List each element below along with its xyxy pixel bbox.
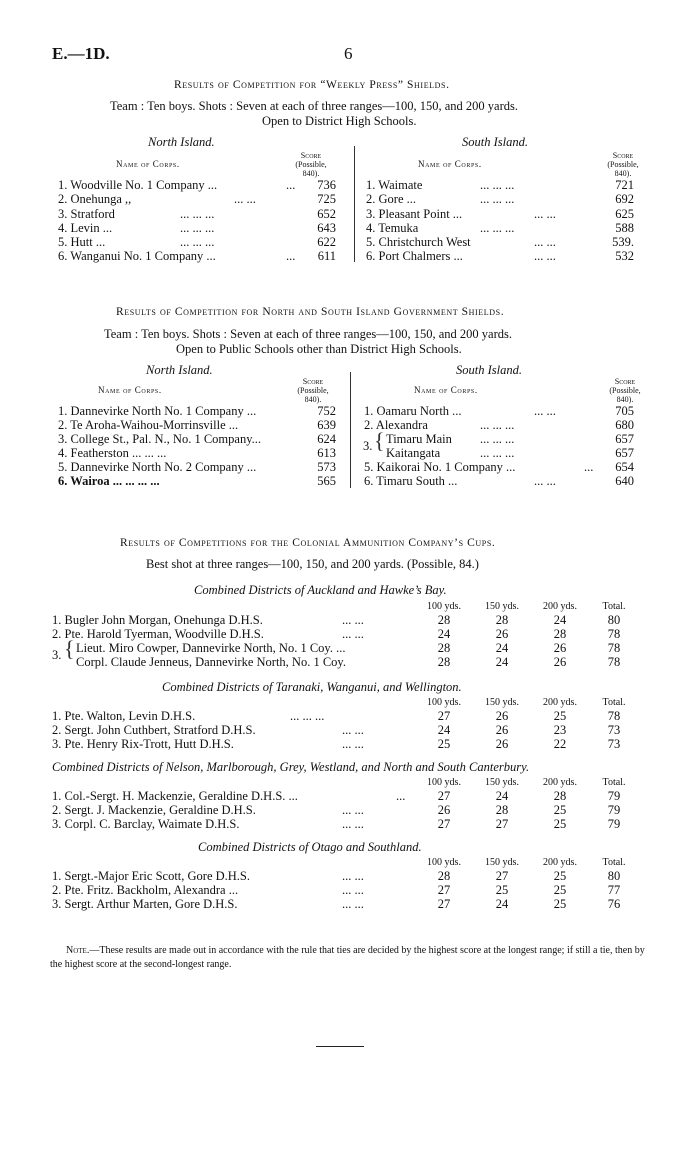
list-item-dots: ... ...	[234, 192, 256, 206]
table-row-name: 1. Sergt.-Major Eric Scott, Gore D.H.S.	[52, 869, 251, 883]
table-row-dots: ... ...	[342, 737, 364, 751]
govt-north-name-head: Name of Corps.	[98, 385, 162, 395]
table-cell: 24	[495, 789, 509, 803]
table-cell: 28	[437, 869, 451, 883]
tie-number: 3.	[52, 648, 62, 662]
col-head-total: Total.	[602, 857, 626, 868]
table-cell: 79	[607, 817, 621, 831]
list-item: 1. Waimate	[366, 178, 423, 192]
list-item: 1. Dannevirke North No. 1 Company ...	[58, 404, 257, 418]
table-row-name: Lieut. Miro Cowper, Dannevirke North, No. 1 Coy. ...	[76, 641, 346, 655]
table-row-name: 1. Bugler John Morgan, Onehunga D.H.S.	[52, 613, 263, 627]
table-cell: 25	[553, 869, 567, 883]
table-cell: 79	[607, 789, 621, 803]
footer-rule	[316, 1046, 364, 1047]
tie-number: 3.	[363, 439, 373, 453]
table-cell: 78	[607, 709, 621, 723]
table-row-dots: ... ...	[342, 723, 364, 737]
list-item-score: 573	[317, 460, 336, 474]
weekly-north-score-head: Score (Possible, 840).	[295, 151, 327, 178]
table-cell: 27	[437, 789, 451, 803]
table-cell: 25	[553, 803, 567, 817]
col-head-100: 100 yds.	[427, 601, 461, 612]
table-row-dots: ... ...	[342, 817, 364, 831]
list-item: 5. Kaikorai No. 1 Company ...	[364, 460, 516, 474]
weekly-north-heading: North Island.	[148, 135, 215, 149]
table-cell: 24	[495, 655, 509, 669]
list-item-dots: ... ... ...	[480, 192, 515, 206]
list-item-score: 657	[615, 446, 634, 460]
list-item-score: 639	[317, 418, 336, 432]
cups-best-shot-line: Best shot at three ranges—100, 150, and 200 yards. (Possible, 84.)	[146, 557, 479, 571]
govt-south-name-head: Name of Corps.	[414, 385, 478, 395]
list-item: 1. Woodville No. 1 Company ...	[58, 178, 218, 192]
list-item-score: 588	[615, 221, 634, 235]
table-row-name: 1. Col.-Sergt. H. Mackenzie, Geraldine D.H.S. ...	[52, 789, 298, 803]
list-item: 2. Onehunga ,,	[58, 192, 132, 206]
table-row-dots: ... ...	[342, 869, 364, 883]
table-cell: 26	[495, 723, 509, 737]
table-cell: 80	[607, 869, 621, 883]
col-head-100: 100 yds.	[427, 777, 461, 788]
table-cell: 80	[607, 613, 621, 627]
list-item-score: 625	[615, 207, 634, 221]
tie-brace-icon: {	[374, 428, 385, 453]
weekly-south-heading: South Island.	[462, 135, 528, 149]
table-cell: 78	[607, 641, 621, 655]
col-head-200: 200 yds.	[543, 601, 577, 612]
table-cell: 27	[437, 817, 451, 831]
govt-section-title: Results of Competition for North and South Island Government Shields.	[116, 306, 505, 318]
table-cell: 26	[553, 655, 567, 669]
list-item: 6. Wairoa ... ... ... ...	[58, 474, 160, 488]
weekly-south-score-head: Score (Possible, 840).	[607, 151, 639, 178]
list-item-score: 643	[317, 221, 336, 235]
list-item: 2. Gore ...	[366, 192, 416, 206]
govt-open-line: Open to Public Schools other than District High Schools.	[176, 342, 462, 356]
govt-north-heading: North Island.	[146, 363, 213, 377]
table-cell: 25	[553, 709, 567, 723]
table-cell: 78	[607, 655, 621, 669]
list-item-score: 692	[615, 192, 634, 206]
list-item-dots: ... ...	[534, 235, 556, 249]
cups-section-title: Results of Competitions for the Colonial Ammunition Company’s Cups.	[120, 537, 496, 549]
col-head-100: 100 yds.	[427, 857, 461, 868]
list-item-score: 721	[615, 178, 634, 192]
table-cell: 28	[495, 613, 509, 627]
page-number: 6	[344, 44, 353, 63]
table-row-name: 3. Sergt. Arthur Marten, Gore D.H.S.	[52, 897, 238, 911]
govt-column-divider	[350, 372, 351, 488]
list-item-score: 611	[317, 249, 336, 263]
list-item-score: 652	[317, 207, 336, 221]
col-head-100: 100 yds.	[427, 697, 461, 708]
table-cell: 28	[495, 803, 509, 817]
cups-group-title: Combined Districts of Nelson, Marlborough, Grey, Westland, and North and South Canterbury.	[52, 760, 530, 774]
table-cell: 73	[607, 723, 621, 737]
footnote	[50, 944, 650, 972]
list-item-score: 680	[615, 418, 634, 432]
table-cell: 28	[553, 627, 567, 641]
table-row-name: 2. Sergt. J. Mackenzie, Geraldine D.H.S.	[52, 803, 256, 817]
list-item: 5. Hutt ...	[58, 235, 106, 249]
weekly-south-name-head: Name of Corps.	[418, 159, 482, 169]
table-cell: 27	[437, 709, 451, 723]
table-row-name: 1. Pte. Walton, Levin D.H.S.	[52, 709, 196, 723]
table-cell: 27	[495, 869, 509, 883]
table-cell: 24	[437, 723, 451, 737]
table-row-name: Corpl. Claude Jenneus, Dannevirke North, No. 1 Coy.	[76, 655, 346, 669]
table-cell: 24	[495, 897, 509, 911]
cups-group-title: Combined Districts of Taranaki, Wanganui, and Wellington.	[162, 680, 462, 694]
weekly-north-name-head: Name of Corps.	[116, 159, 180, 169]
table-cell: 25	[553, 897, 567, 911]
table-cell: 23	[553, 723, 567, 737]
list-item: 5. Christchurch West	[366, 235, 471, 249]
table-cell: 24	[553, 613, 567, 627]
list-item: 5. Dannevirke North No. 2 Company ...	[58, 460, 257, 474]
list-item: 4. Featherston ... ... ...	[58, 446, 167, 460]
col-head-150: 150 yds.	[485, 857, 519, 868]
govt-south-score-head: Score (Possible, 840).	[609, 377, 641, 404]
list-item-score: 624	[317, 432, 336, 446]
list-item-score: 640	[615, 474, 634, 488]
list-item-dots: ... ...	[534, 404, 556, 418]
list-item: 2. Te Aroha-Waihou-Morrinsville ...	[58, 418, 239, 432]
list-item-dots: ... ... ...	[180, 235, 215, 249]
weekly-column-divider	[354, 146, 355, 262]
list-item-score: 705	[615, 404, 634, 418]
govt-north-score-head: Score (Possible, 840).	[297, 377, 329, 404]
list-item: 3. College St., Pal. N., No. 1 Company...	[58, 432, 262, 446]
table-cell: 24	[437, 627, 451, 641]
footnote-label: Note.	[66, 945, 90, 956]
table-row-name: 2. Sergt. John Cuthbert, Stratford D.H.S.	[52, 723, 256, 737]
table-row-dots: ...	[396, 789, 406, 803]
list-item-score: 539.	[612, 235, 634, 249]
list-item: 3. Stratford	[58, 207, 115, 221]
list-item-score: 752	[317, 404, 336, 418]
table-row-dots: ... ...	[342, 897, 364, 911]
table-cell: 26	[495, 737, 509, 751]
col-head-150: 150 yds.	[485, 601, 519, 612]
list-item-dots: ... ...	[534, 474, 556, 488]
list-item-score: 613	[317, 446, 336, 460]
list-item-dots: ... ...	[534, 249, 556, 263]
document-code: E.—1D.	[52, 44, 110, 63]
table-cell: 24	[495, 641, 509, 655]
col-head-total: Total.	[602, 697, 626, 708]
col-head-150: 150 yds.	[485, 697, 519, 708]
table-cell: 27	[495, 817, 509, 831]
list-item-dots: ...	[584, 460, 594, 474]
list-item-dots: ... ... ...	[480, 178, 515, 192]
list-item: Kaitangata	[386, 446, 441, 460]
table-cell: 27	[437, 883, 451, 897]
list-item: 4. Temuka	[366, 221, 419, 235]
col-head-total: Total.	[602, 601, 626, 612]
list-item-dots: ... ... ...	[180, 207, 215, 221]
list-item-score: 565	[317, 474, 336, 488]
table-cell: 26	[495, 627, 509, 641]
table-cell: 26	[553, 641, 567, 655]
govt-team-line: Team : Ten boys. Shots : Seven at each of three ranges—100, 150, and 200 yards.	[104, 327, 512, 341]
table-cell: 77	[607, 883, 621, 897]
list-item-dots: ... ... ...	[180, 221, 215, 235]
list-item-score: 654	[615, 460, 634, 474]
cups-group-title: Combined Districts of Otago and Southland.	[198, 840, 422, 854]
list-item-score: 725	[317, 192, 336, 206]
list-item: 6. Port Chalmers ...	[366, 249, 463, 263]
table-cell: 28	[437, 641, 451, 655]
table-row-name: 2. Pte. Fritz. Backholm, Alexandra ...	[52, 883, 239, 897]
col-head-150: 150 yds.	[485, 777, 519, 788]
list-item: 6. Wanganui No. 1 Company ...	[58, 249, 216, 263]
table-row-dots: ... ...	[342, 627, 364, 641]
table-cell: 25	[495, 883, 509, 897]
list-item-score: 622	[317, 235, 336, 249]
weekly-team-line: Team : Ten boys. Shots : Seven at each of three ranges—100, 150, and 200 yards.	[110, 99, 518, 113]
list-item-score: 657	[615, 432, 634, 446]
list-item-dots: ...	[286, 249, 296, 263]
table-row-name: 2. Pte. Harold Tyerman, Woodville D.H.S.	[52, 627, 264, 641]
table-cell: 25	[437, 737, 451, 751]
list-item-dots: ... ...	[534, 207, 556, 221]
table-cell: 76	[607, 897, 621, 911]
cups-group-title: Combined Districts of Auckland and Hawke’s Bay.	[194, 583, 447, 597]
table-cell: 28	[553, 789, 567, 803]
table-row-dots: ... ...	[342, 803, 364, 817]
list-item-score: 532	[615, 249, 634, 263]
table-row-dots: ... ...	[342, 613, 364, 627]
table-cell: 78	[607, 627, 621, 641]
table-cell: 28	[437, 655, 451, 669]
list-item: 4. Levin ...	[58, 221, 113, 235]
table-cell: 22	[553, 737, 567, 751]
col-head-200: 200 yds.	[543, 857, 577, 868]
table-cell: 28	[437, 613, 451, 627]
footnote-text: —These results are made out in accordance with the rule that ties are decided by the highest score at the longest range; if still a tie, then by the highest score at the second-longest range.	[50, 945, 645, 970]
table-cell: 73	[607, 737, 621, 751]
list-item-dots: ... ... ...	[480, 418, 515, 432]
list-item-dots: ...	[286, 178, 296, 192]
list-item-dots: ... ... ...	[480, 446, 515, 460]
table-cell: 27	[437, 897, 451, 911]
list-item-score: 736	[317, 178, 336, 192]
table-row-dots: ... ... ...	[290, 709, 325, 723]
tie-brace-icon: {	[64, 636, 75, 661]
table-cell: 79	[607, 803, 621, 817]
table-cell: 25	[553, 817, 567, 831]
list-item: Timaru Main	[386, 432, 452, 446]
weekly-section-title: Results of Competition for “Weekly Press” Shields.	[174, 79, 450, 91]
col-head-200: 200 yds.	[543, 777, 577, 788]
table-row-name: 3. Corpl. C. Barclay, Waimate D.H.S.	[52, 817, 240, 831]
col-head-total: Total.	[602, 777, 626, 788]
list-item-dots: ... ... ...	[480, 221, 515, 235]
table-row-dots: ... ...	[342, 883, 364, 897]
table-cell: 26	[437, 803, 451, 817]
table-cell: 25	[553, 883, 567, 897]
weekly-open-line: Open to District High Schools.	[262, 114, 417, 128]
list-item: 3. Pleasant Point ...	[366, 207, 463, 221]
list-item: 1. Oamaru North ...	[364, 404, 462, 418]
list-item: 2. Alexandra	[364, 418, 428, 432]
col-head-200: 200 yds.	[543, 697, 577, 708]
table-row-name: 3. Pte. Henry Rix-Trott, Hutt D.H.S.	[52, 737, 234, 751]
table-cell: 26	[495, 709, 509, 723]
govt-south-heading: South Island.	[456, 363, 522, 377]
list-item: 6. Timaru South ...	[364, 474, 458, 488]
list-item-dots: ... ... ...	[480, 432, 515, 446]
